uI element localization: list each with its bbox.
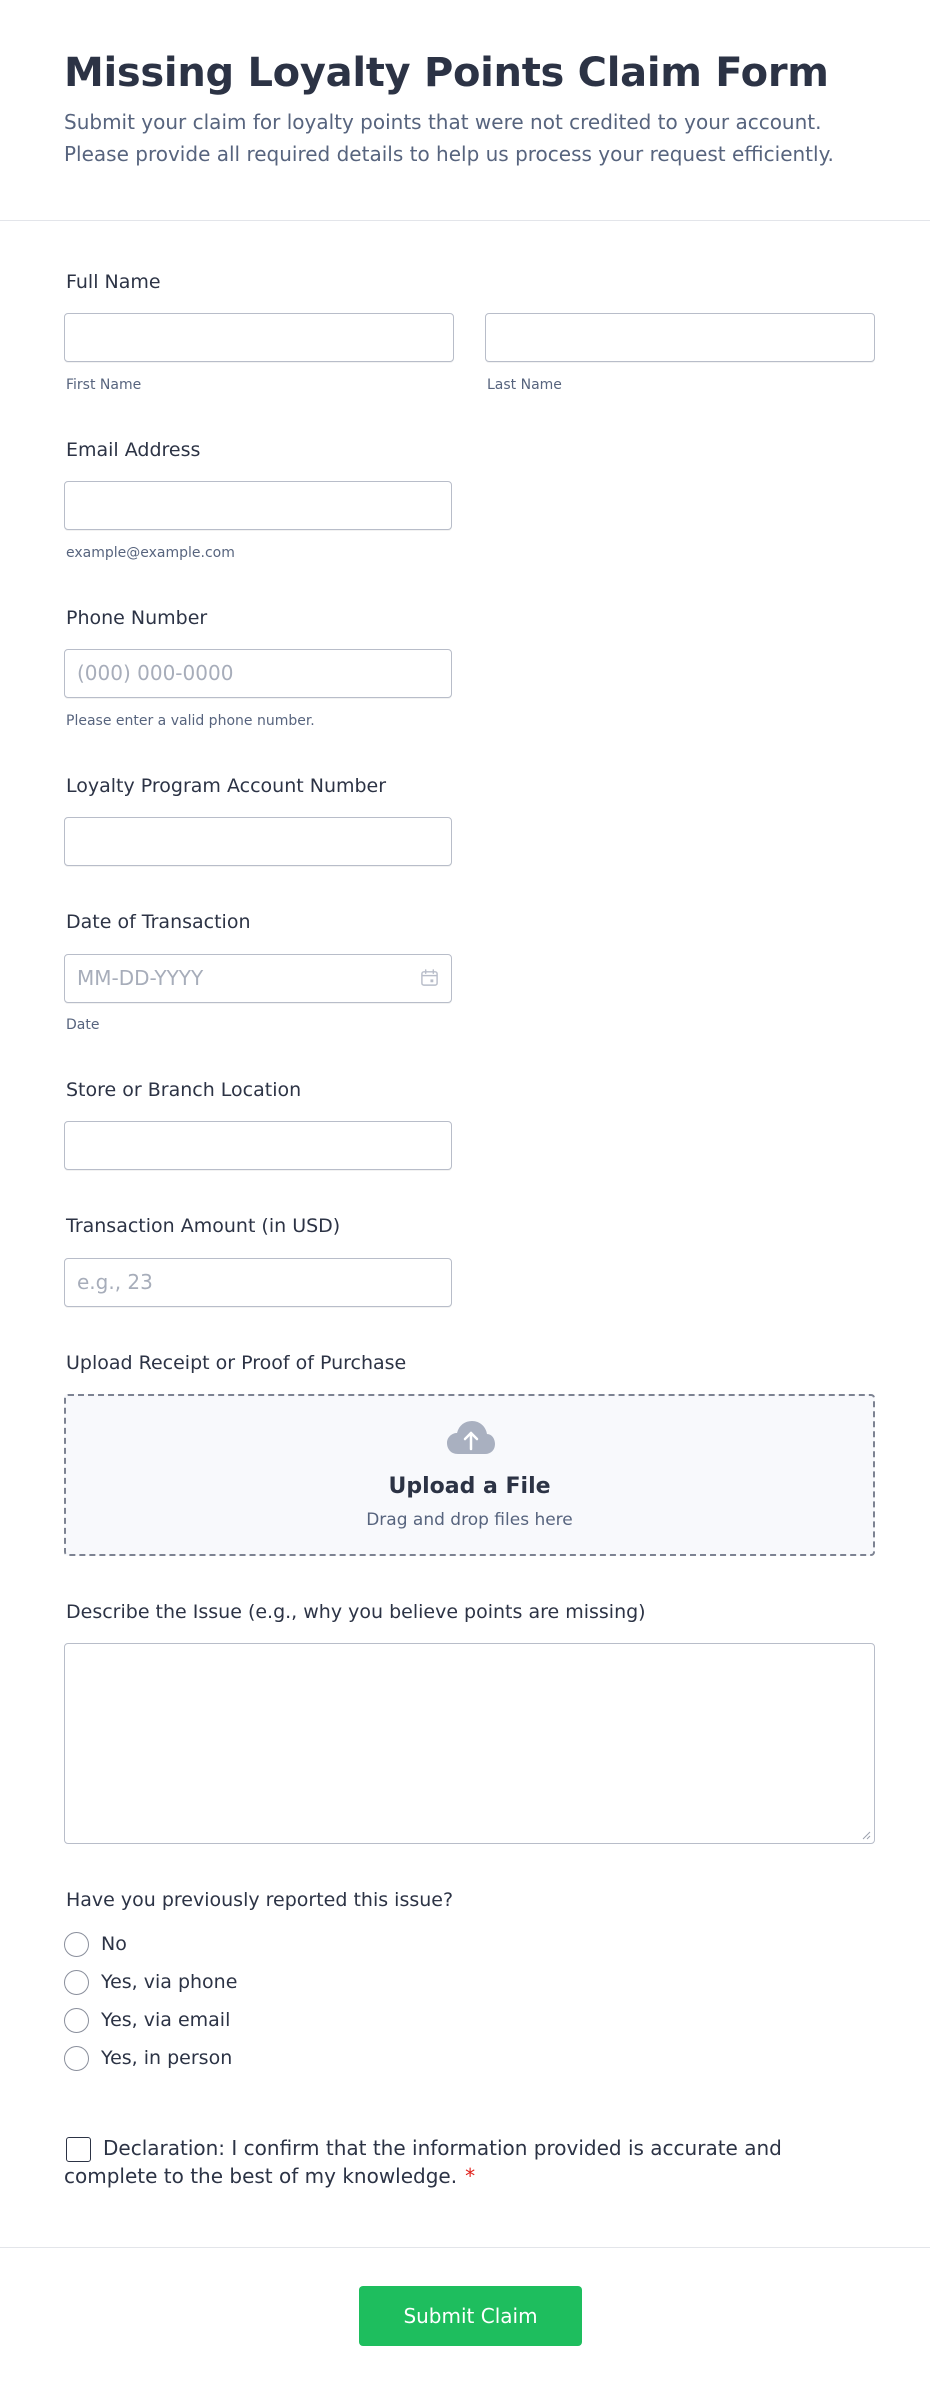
first-name-sublabel: First Name [66,377,142,393]
footer-divider [0,2247,930,2248]
transaction-date-label: Date of Transaction [66,911,251,933]
form-subtitle: Submit your claim for loyalty points that were not credited to your account. Please provide all required details to help us process your request efficiently. [64,110,834,166]
store-location-label: Store or Branch Location [66,1079,302,1101]
radio-label: Yes, in person [101,2047,233,2069]
last-name-input[interactable] [485,313,875,362]
amount-label: Transaction Amount (in USD) [66,1215,341,1237]
account-number-input[interactable] [64,817,452,866]
form-header [0,0,930,221]
cloud-upload-icon [446,1420,496,1456]
calendar-icon[interactable] [420,968,439,987]
last-name-sublabel: Last Name [487,377,562,393]
radio-option-yes-phone[interactable] [64,1969,237,1995]
submit-button[interactable]: Submit Claim [359,2286,582,2346]
radio-button[interactable] [64,1970,89,1995]
radio-label: No [101,1933,127,1955]
full-name-label: Full Name [66,271,161,293]
transaction-date-placeholder: MM-DD-YYYY [77,966,204,990]
declaration-text: complete to the best of my knowledge. [64,2164,458,2188]
first-name-input[interactable] [64,313,454,362]
email-label: Email Address [66,439,201,461]
radio-button[interactable] [64,1932,89,1957]
phone-input[interactable] [64,649,452,698]
transaction-date-sublabel: Date [66,1017,100,1033]
radio-button[interactable] [64,2008,89,2033]
email-sublabel: example@example.com [66,545,235,561]
store-location-input[interactable] [64,1121,452,1170]
radio-option-no[interactable] [64,1931,127,1957]
upload-subtitle: Drag and drop files here [366,1510,573,1530]
upload-label: Upload Receipt or Proof of Purchase [66,1352,407,1374]
account-number-label: Loyalty Program Account Number [66,775,387,797]
radio-label: Yes, via phone [101,1971,238,1993]
phone-label: Phone Number [66,607,208,629]
radio-label: Yes, via email [101,2009,231,2031]
issue-label: Describe the Issue (e.g., why you believe points are missing) [66,1601,646,1623]
declaration-text-line1: Declaration: I confirm that the information provided is accurate and [103,2136,782,2160]
declaration-checkbox[interactable] [66,2137,91,2162]
amount-placeholder: e.g., 23 [77,1270,153,1294]
transaction-date-input[interactable] [64,954,452,1003]
phone-placeholder: (000) 000-0000 [77,661,234,685]
radio-option-yes-email[interactable] [64,2007,230,2033]
issue-textarea[interactable] [64,1643,875,1844]
declaration-text-line2 [64,2164,475,2188]
radio-option-yes-in-person[interactable] [64,2045,232,2071]
upload-title: Upload a File [388,1474,551,1499]
resize-handle-icon[interactable] [861,1830,871,1840]
radio-button[interactable] [64,2046,89,2071]
form-title: Missing Loyalty Points Claim Form [64,50,829,96]
previously-reported-label: Have you previously reported this issue? [66,1889,454,1911]
email-input[interactable] [64,481,452,530]
amount-input[interactable] [64,1258,452,1307]
file-upload-dropzone[interactable] [64,1394,875,1556]
required-asterisk: * [465,2164,476,2188]
phone-sublabel: Please enter a valid phone number. [66,713,315,729]
